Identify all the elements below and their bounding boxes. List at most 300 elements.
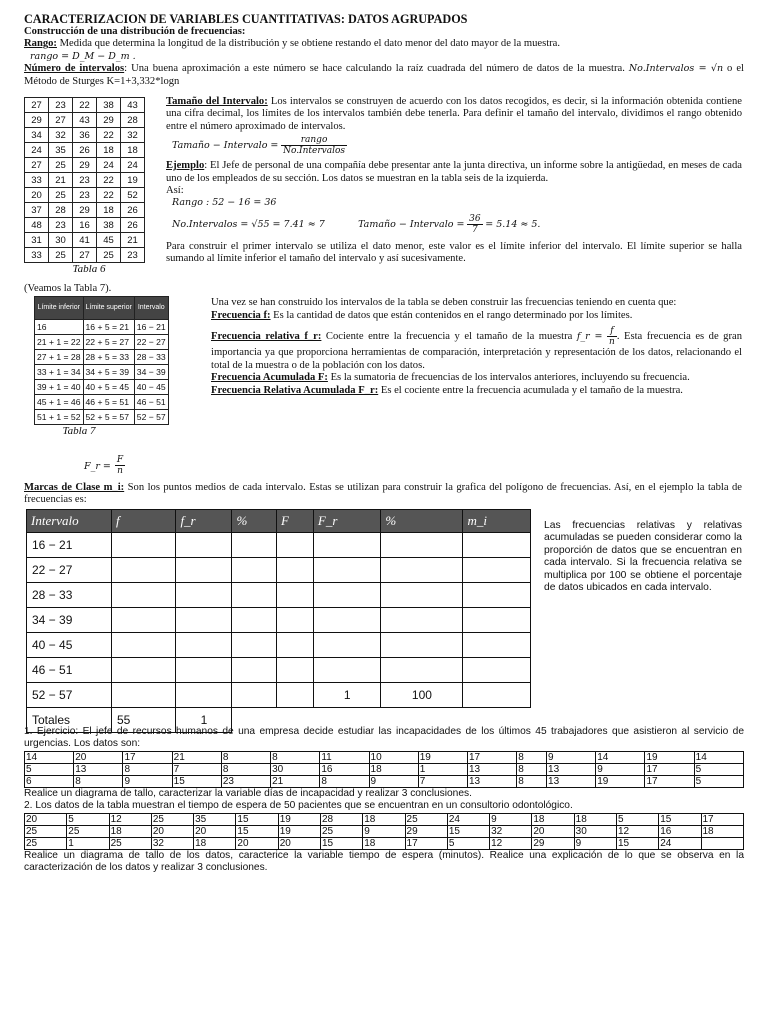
table-cell: 40 + 5 = 45 [83, 380, 134, 395]
table-cell [463, 658, 531, 683]
table-cell: 22 [97, 188, 121, 203]
table-row [35, 410, 169, 425]
table-cell: 25 [320, 825, 362, 837]
tamano-formula [172, 135, 742, 156]
table-cell: 8 [271, 751, 320, 763]
frecuencia-relativa-term: Frecuencia relativa f_r: [211, 331, 322, 343]
table-cell: 34 − 39 [134, 365, 168, 380]
interval-cell: 22 − 27 [27, 558, 112, 583]
rango-text: Medida que determina la longitud de la distribución y se obtiene restando el dato menor del dato mayor de la muestra. [56, 38, 561, 50]
table-row [25, 775, 744, 787]
table-cell: 28 [320, 813, 362, 825]
table-cell: 25 [109, 837, 151, 849]
table-cell: 25 [405, 813, 447, 825]
table-cell: 20 [25, 813, 67, 825]
table-cell: 8 [320, 775, 369, 787]
table-cell: 13 [547, 763, 596, 775]
table-cell: 7 [418, 775, 467, 787]
rango-formula [30, 51, 744, 63]
table-cell: 27 [49, 113, 73, 128]
table-cell: 13 [467, 775, 516, 787]
table-cell: 1 [313, 683, 380, 708]
table-row [25, 143, 145, 158]
tabla-7-caption: Tabla 7 [62, 425, 96, 437]
ejemplo-tamano-right: = 5.14 ≈ 5. [485, 218, 541, 230]
table-cell: 17 [645, 763, 694, 775]
marcas-paragraph [24, 482, 742, 507]
table-cell: 39 + 1 = 40 [35, 380, 84, 395]
frecuencia-acumulada-term: Frecuencia Acumulada F: [211, 372, 328, 384]
totales-label: Totales [27, 708, 112, 733]
table-row [25, 98, 145, 113]
table-row [35, 335, 169, 350]
rango-paragraph [24, 38, 744, 50]
intervalos-tail: o el Método de Sturges K=1+3,332*logn [24, 63, 744, 87]
rango-formula-text: rango = D_M − D_m . [30, 50, 136, 62]
table-cell: 1 [418, 763, 467, 775]
table-cell: 25 [49, 248, 73, 263]
table-cell: 25 [97, 248, 121, 263]
column-header: m_i [463, 510, 531, 533]
interval-cell: 52 − 57 [27, 683, 112, 708]
table-cell: 5 [616, 813, 658, 825]
table-row [35, 395, 169, 410]
table-row [25, 751, 744, 763]
column-header: Intervalo [134, 297, 168, 320]
table-cell: 9 [547, 751, 596, 763]
table-cell [277, 558, 314, 583]
tamano-text: Los intervalos se construyen de acuerdo con los datos recogidos, es decir, si la información obtenida contiene una cifra decimal, los límites de los intervalos también debe tenerla. Para definir el tamaño del intervalo, dividimos el rango obtenido entre el número aproximado de intervalos. [166, 96, 742, 132]
ejemplo-calcs [172, 214, 742, 235]
table-cell: 23 [73, 173, 97, 188]
table-cell [381, 633, 463, 658]
table-cell: 30 [271, 763, 320, 775]
table-cell: 19 [121, 173, 145, 188]
frecuencia-paragraph [211, 310, 742, 323]
table-cell: 32 [121, 128, 145, 143]
table-cell: 32 [49, 128, 73, 143]
interval-cell: 46 − 51 [27, 658, 112, 683]
table-cell: 18 [97, 203, 121, 218]
table-cell [381, 583, 463, 608]
table-cell [176, 533, 232, 558]
ejemplo-text: : El Jefe de personal de una compañía debe presentar ante la junta directiva, un informe sobre la antigüedad, en meses de cada uno de los empleados de su sección. Los datos se muestran en la tabla seis de la izquierda. [166, 160, 742, 184]
table-cell: 38 [97, 218, 121, 233]
table-cell [463, 583, 531, 608]
fra-num: F [116, 455, 124, 465]
table-cell: 8 [74, 775, 123, 787]
table-row [27, 583, 531, 608]
table-cell [232, 533, 277, 558]
table-cell [112, 683, 176, 708]
table-cell: 45 [97, 233, 121, 248]
section-subtitle: Construcción de una distribución de frecuencias: [24, 26, 246, 37]
table-cell: 26 [73, 143, 97, 158]
table-cell: 20 [278, 837, 320, 849]
frecuencia-relativa-formula-left: f_r = [576, 331, 603, 343]
table-cell: 28 + 5 = 33 [83, 350, 134, 365]
table-cell: 13 [467, 763, 516, 775]
table-cell: 17 [123, 751, 172, 763]
table-cell: 34 + 5 = 39 [83, 365, 134, 380]
table-cell: 41 [73, 233, 97, 248]
fra-formula-left: F_r = [84, 461, 111, 473]
table-cell: 34 [25, 128, 49, 143]
ejemplo-tamano-den: 7 [471, 224, 478, 235]
table-cell: 23 [73, 188, 97, 203]
ejemplo-intervalos-calc: No.Intervalos = √55 = 7.41 ≈ 7 [172, 218, 325, 230]
tamano-paragraph [166, 96, 742, 133]
table-cell [277, 583, 314, 608]
table-cell: 14 [25, 751, 74, 763]
table-cell: 52 [121, 188, 145, 203]
table-cell: 5 [694, 775, 743, 787]
table-cell [701, 837, 744, 849]
table-cell: 22 [97, 173, 121, 188]
table-cell [176, 608, 232, 633]
table-cell [381, 608, 463, 633]
table-cell [313, 608, 380, 633]
table-cell [176, 658, 232, 683]
table-cell [463, 608, 531, 633]
marcas-text: Son los puntos medios de cada intervalo. Estas se utilizan para construir la grafica del polígono de frecuencias. Así, en el ejemplo la tabla de frecuencias es: [24, 482, 742, 506]
frecuencia-relativa-tail: . Esta frecuencia es de gran importancia ya que proporciona herramientas de comparación, interpretación y representación de los datos, relacionando el total de la muestra o de la población con los datos. [211, 331, 742, 371]
table-cell: 6 [25, 775, 74, 787]
tamano-fraction-den: No.Intervalos [283, 146, 346, 157]
table-cell: 29 [73, 158, 97, 173]
ejercicio-2-table [24, 813, 744, 850]
page-title: CARACTERIZACION DE VARIABLES CUANTITATIVAS: DATOS AGRUPADOS [24, 12, 468, 26]
table-cell: 9 [369, 775, 418, 787]
table-row [27, 558, 531, 583]
frecuencia-relativa-acumulada-text: Es el cociente entre la frecuencia acumulada y el tamaño de la muestra. [378, 384, 683, 396]
table-cell: 15 [320, 837, 362, 849]
ejemplo-rango-calc: Rango : 52 − 16 = 36 [172, 197, 277, 209]
ejercicio-1-instruccion: Realice un diagrama de tallo, caracterizar la variable días de incapacidad y realizar 3 conclusiones. [24, 787, 472, 799]
table-cell: 18 [194, 837, 236, 849]
table-row [25, 128, 145, 143]
table-cell: 7 [172, 763, 221, 775]
table-row [25, 763, 744, 775]
table-cell: 25 [25, 825, 67, 837]
table-cell: 16 [73, 218, 97, 233]
interval-cell: 28 − 33 [27, 583, 112, 608]
table-cell: 24 [97, 158, 121, 173]
table-cell: 24 [25, 143, 49, 158]
column-header: F_r [313, 510, 380, 533]
ejemplo-asi: Así: [166, 185, 184, 197]
table-row [25, 158, 145, 173]
ejercicio-1-text: 1. Ejercicio: El jefe de recursos humanos de una empresa decide estudiar las incapacidades de los últimos 45 trabajadores que asistieron al servicio de urgencias. Los datos son: [24, 726, 744, 750]
frecuencia-relativa-acumulada-formula [84, 455, 125, 476]
table-cell: 20 [194, 825, 236, 837]
table-cell: 18 [701, 825, 744, 837]
table-row [25, 203, 145, 218]
table-header-row [27, 510, 531, 533]
table-cell: 9 [596, 763, 645, 775]
table-cell: 18 [532, 813, 574, 825]
ejemplo-tamano-left: Tamaño − Intervalo = [358, 218, 465, 230]
table-cell [313, 533, 380, 558]
table-cell: 23 [221, 775, 270, 787]
table-cell: 15 [659, 813, 701, 825]
frecuencia-relativa-den: n [609, 337, 615, 348]
intervalos-term: Número de intervalos [24, 63, 125, 75]
table-cell: 8 [221, 751, 270, 763]
table-row [25, 218, 145, 233]
table-cell: 19 [645, 751, 694, 763]
tamano-formula-left: Tamaño − Intervalo = [172, 140, 279, 152]
table-cell: 12 [490, 837, 532, 849]
table-cell: 15 [172, 775, 221, 787]
frecuencias-intro: Una vez se han construido los intervalos de la tabla se deben construir las frecuencias teniendo en cuenta que: [211, 297, 677, 308]
ejercicio-1-table [24, 751, 744, 788]
table-cell: 29 [405, 825, 447, 837]
table-row [35, 380, 169, 395]
table-cell [277, 533, 314, 558]
table-cell: 100 [381, 683, 463, 708]
tamano-term: Tamaño del Intervalo: [166, 96, 268, 107]
frecuencia-term: Frecuencia f: [211, 309, 271, 321]
table-cell [232, 633, 277, 658]
table-row [27, 683, 531, 708]
table-cell [176, 633, 232, 658]
table-cell: 19 [278, 813, 320, 825]
table-cell [232, 608, 277, 633]
table-row [25, 813, 744, 825]
table-cell: 23 [49, 98, 73, 113]
column-header: f [112, 510, 176, 533]
tabla-7-block [34, 296, 169, 437]
table-cell: 19 [418, 751, 467, 763]
table-cell: 46 − 51 [134, 395, 168, 410]
table-cell: 22 [73, 98, 97, 113]
table-cell: 21 [49, 173, 73, 188]
table-cell: 28 [49, 203, 73, 218]
totales-fr: 1 [176, 708, 232, 733]
table-cell: 32 [490, 825, 532, 837]
table-cell: 27 [25, 98, 49, 113]
table-cell: 26 [121, 203, 145, 218]
table-cell [232, 683, 277, 708]
table-cell [176, 683, 232, 708]
table-cell: 28 − 33 [134, 350, 168, 365]
table-cell: 5 [694, 763, 743, 775]
tabla-frecuencias [26, 509, 531, 733]
table-cell: 25 [49, 188, 73, 203]
ejemplo-paragraph [166, 160, 742, 185]
marcas-term: Marcas de Clase m_i: [24, 482, 125, 493]
table-cell [463, 558, 531, 583]
table-row [25, 837, 744, 849]
table-cell: 25 [151, 813, 193, 825]
table-cell: 33 [25, 248, 49, 263]
table-cell: 16 + 5 = 21 [83, 320, 134, 335]
table-row [27, 633, 531, 658]
table-cell [176, 583, 232, 608]
table-cell [112, 558, 176, 583]
table-cell: 16 [659, 825, 701, 837]
table-cell [277, 608, 314, 633]
table-cell: 17 [405, 837, 447, 849]
table-cell: 1 [67, 837, 109, 849]
table-cell [313, 658, 380, 683]
tamano-fraction-num: rango [281, 135, 347, 146]
table-cell: 21 [172, 751, 221, 763]
page [24, 12, 744, 88]
table-row [27, 533, 531, 558]
table-cell [381, 658, 463, 683]
table-cell: 19 [278, 825, 320, 837]
table-cell: 14 [694, 751, 743, 763]
table-cell: 22 + 5 = 27 [83, 335, 134, 350]
table-cell: 16 − 21 [134, 320, 168, 335]
intervalos-text: : Una buena aproximación a este número se hace calculando la raíz cuadrada del número de datos de la muestra. [124, 63, 625, 75]
table-cell: 8 [221, 763, 270, 775]
table-cell: 32 [151, 837, 193, 849]
column-header: Límite inferior [35, 297, 84, 320]
table-cell: 18 [109, 825, 151, 837]
table-cell: 23 [121, 248, 145, 263]
table-cell: 20 [151, 825, 193, 837]
table-cell: 22 − 27 [134, 335, 168, 350]
table-cell: 17 [701, 813, 744, 825]
frecuencia-acumulada-text: Es la sumatoria de frecuencias de los intervalos anteriores, incluyendo su frecuencia. [327, 372, 690, 384]
table-row [25, 173, 145, 188]
table-cell: 30 [574, 825, 616, 837]
table-cell: 24 [659, 837, 701, 849]
frecuencia-relativa-acumulada-paragraph [211, 385, 742, 398]
table-cell [463, 533, 531, 558]
table-cell [313, 583, 380, 608]
table-row [35, 365, 169, 380]
nota-lateral: Las frecuencias relativas y relativas acumuladas se pueden considerar como la proporción de datos que se encuentran en cada intervalo. Si la frecuencia relativa se multiplica por 100 se obtiene el porcentaje de datos ubicados en cada intervalo. [544, 520, 742, 594]
ejercicio-1 [24, 726, 744, 874]
table-cell: 20 [532, 825, 574, 837]
frecuencia-relativa-text: Cociente entre la frecuencia y el tamaño de la muestra [321, 331, 573, 343]
table-cell [277, 633, 314, 658]
table-cell: 19 [596, 775, 645, 787]
column-header: % [381, 510, 463, 533]
construir-paragraph: Para construir el primer intervalo se utiliza el dato menor, este valor es el límite inferior del intervalo. El límite superior se halla sumando al límite inferior el tamaño del intervalo y así sucesivamente. [166, 240, 742, 265]
interval-cell: 40 − 45 [27, 633, 112, 658]
table-cell [277, 658, 314, 683]
table-cell: 25 [49, 158, 73, 173]
table-cell: 23 [49, 218, 73, 233]
right-column-top [166, 96, 742, 266]
frecuencia-relativa-fraction [607, 326, 617, 347]
table-cell: 9 [490, 813, 532, 825]
table-cell: 28 [121, 113, 145, 128]
table-cell: 11 [320, 751, 369, 763]
table-cell: 20 [25, 188, 49, 203]
table-cell: 17 [467, 751, 516, 763]
table-cell [176, 558, 232, 583]
table-cell: 9 [574, 837, 616, 849]
ejemplo-tamano-fraction [467, 214, 482, 235]
table-cell: 30 [49, 233, 73, 248]
table-cell: 24 [447, 813, 489, 825]
table-cell: 25 [67, 825, 109, 837]
table-cell: 8 [123, 763, 172, 775]
table-row [35, 320, 169, 335]
interval-cell: 16 − 21 [27, 533, 112, 558]
table-cell: 27 [25, 158, 49, 173]
interval-cell: 34 − 39 [27, 608, 112, 633]
tabla-6-block [24, 97, 154, 275]
table-cell: 14 [596, 751, 645, 763]
table-row [25, 233, 145, 248]
table-cell: 18 [363, 837, 405, 849]
table-cell: 26 [121, 218, 145, 233]
table-cell: 21 [121, 233, 145, 248]
table-cell: 36 [73, 128, 97, 143]
table-header-row [35, 297, 169, 320]
tabla-frecuencias-block [26, 509, 531, 733]
rango-term: Rango: [24, 38, 57, 50]
frecuencia-text: Es la cantidad de datos que están contenidos en el rango determinado por los límites. [270, 309, 633, 321]
table-cell [232, 583, 277, 608]
table-cell [112, 658, 176, 683]
ejercicio-2-instruccion: Realice un diagrama de tallo de los datos, caracterice la variable tiempo de espera (minutos). Realice una explicación de lo que se observa en la caracterización de los datos y realizar 3 conclusiones. [24, 849, 744, 874]
ejemplo-rango [172, 197, 742, 209]
table-cell: 25 [25, 837, 67, 849]
frecuencias-definitions [211, 297, 742, 398]
table-cell: 33 [25, 173, 49, 188]
table-cell: 40 − 45 [134, 380, 168, 395]
table-cell [232, 658, 277, 683]
table-cell: 29 [73, 203, 97, 218]
table-cell: 24 [121, 158, 145, 173]
table-row [25, 188, 145, 203]
table-cell: 29 [25, 113, 49, 128]
table-cell: 17 [645, 775, 694, 787]
table-cell: 33 + 1 = 34 [35, 365, 84, 380]
table-row [25, 825, 744, 837]
table-cell: 12 [109, 813, 151, 825]
table-cell: 16 [35, 320, 84, 335]
table-cell: 9 [123, 775, 172, 787]
ejemplo-tamano-num: 36 [469, 213, 481, 224]
table-cell: 13 [74, 763, 123, 775]
table-cell: 18 [574, 813, 616, 825]
tabla-6 [24, 97, 145, 263]
table-cell: 9 [363, 825, 405, 837]
table-cell [232, 558, 277, 583]
fra-fraction [115, 455, 125, 476]
intervalos-paragraph [24, 63, 744, 88]
table-cell: 5 [67, 813, 109, 825]
table-cell: 31 [25, 233, 49, 248]
table-cell [381, 558, 463, 583]
frecuencia-relativa-paragraph [211, 326, 742, 372]
column-header: Intervalo [27, 510, 112, 533]
fra-den: n [117, 466, 123, 476]
table-cell: 15 [236, 813, 278, 825]
table-cell [313, 558, 380, 583]
table-cell [381, 533, 463, 558]
table-cell: 27 + 1 = 28 [35, 350, 84, 365]
table-cell: 22 [97, 128, 121, 143]
table-cell: 21 [271, 775, 320, 787]
table-cell: 43 [73, 113, 97, 128]
table-cell: 35 [194, 813, 236, 825]
table-cell: 18 [97, 143, 121, 158]
table-cell: 8 [517, 763, 547, 775]
table-cell [313, 633, 380, 658]
table-cell: 43 [121, 98, 145, 113]
table-cell: 35 [49, 143, 73, 158]
